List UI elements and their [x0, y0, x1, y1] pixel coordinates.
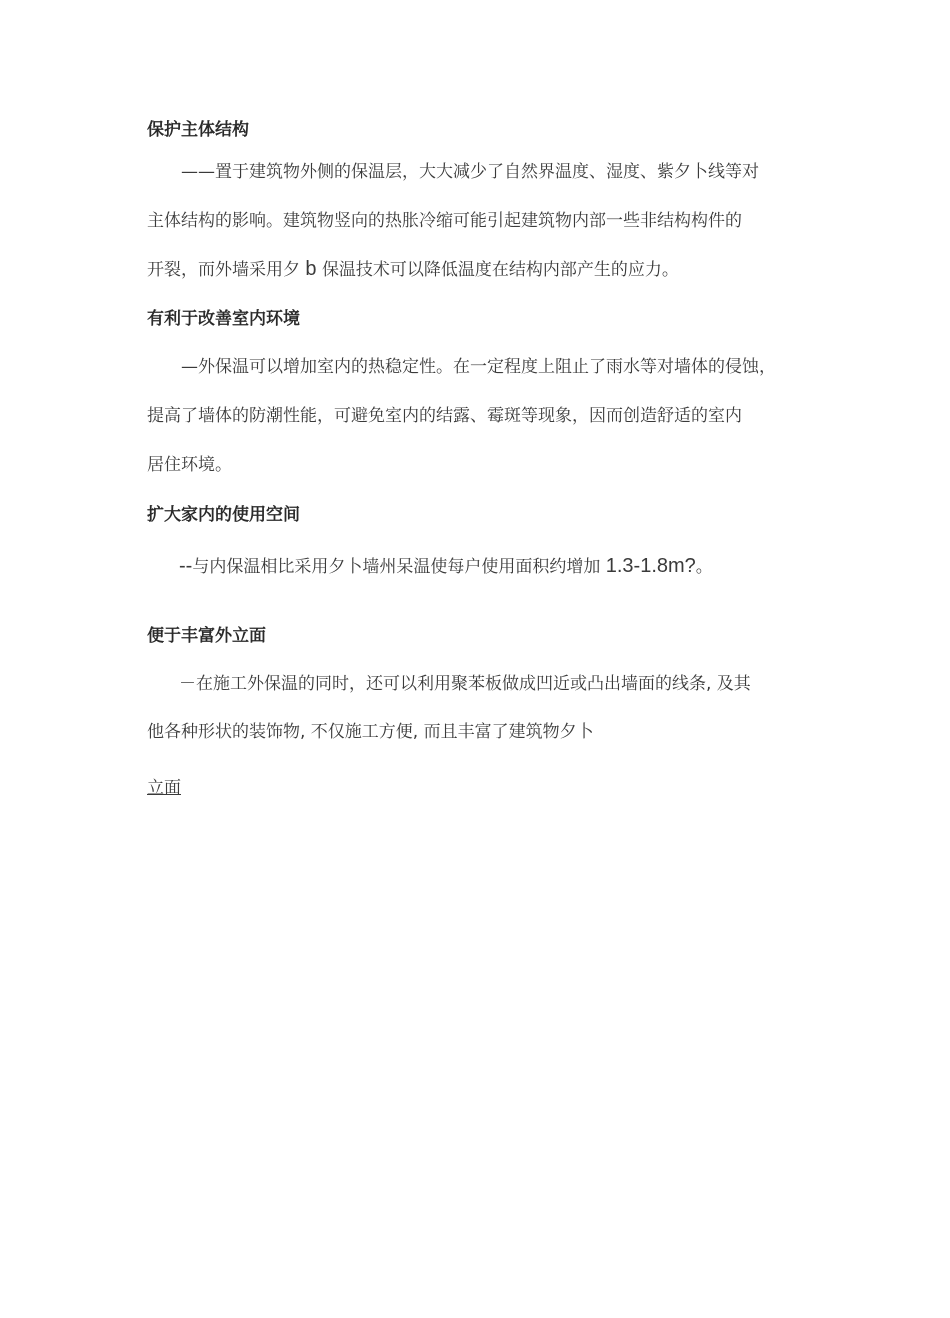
paragraph-latin-text: b — [305, 258, 317, 280]
paragraph-line: 他各种形状的装饰物, 不仅施工方便, 而且丰富了建筑物夕卜 — [147, 722, 594, 742]
section-heading-usable-space: 扩大家内的使用空间 — [147, 505, 300, 525]
paragraph-line: 提高了墙体的防潮性能，可避免室内的结露、霉斑等现象，因而创造舒适的室内 — [147, 406, 742, 426]
paragraph-line — [179, 556, 713, 577]
paragraph-text: 开裂，而外墙采用夕 — [147, 260, 300, 280]
paragraph-line: ——置于建筑物外侧的保温层，大大减少了自然界温度、湿度、紫夕卜线等对 — [181, 162, 759, 182]
paragraph-line: －在施工外保温的同时，还可以利用聚苯板做成凹近或凸出墙面的线条, 及其 — [179, 674, 751, 694]
section-heading-protect-structure: 保护主体结构 — [147, 120, 249, 140]
trailing-text-facade: 立面 — [147, 778, 181, 798]
paragraph-text: 与内保温相比采用夕卜墙州呆温使每户使用面积约增加 — [192, 557, 601, 577]
area-value: 1.3-1.8m? — [605, 555, 696, 577]
paragraph-text: 。 — [695, 557, 713, 577]
section-heading-facade: 便于丰富外立面 — [147, 626, 266, 646]
paragraph-line: —外保温可以增加室内的热稳定性。在一定程度上阻止了雨水等对墙体的侵蚀， — [181, 357, 776, 377]
paragraph-text: 保温技术可以降低温度在结构内部产生的应力。 — [321, 260, 679, 280]
section-heading-indoor-environment: 有利于改善室内环境 — [147, 309, 300, 329]
paragraph-line — [147, 259, 679, 280]
paragraph-line: 居住环境。 — [147, 455, 232, 475]
dash-prefix: -- — [179, 555, 193, 577]
paragraph-line: 主体结构的影响。建筑物竖向的热胀冷缩可能引起建筑物内部一些非结构构件的 — [147, 211, 742, 231]
